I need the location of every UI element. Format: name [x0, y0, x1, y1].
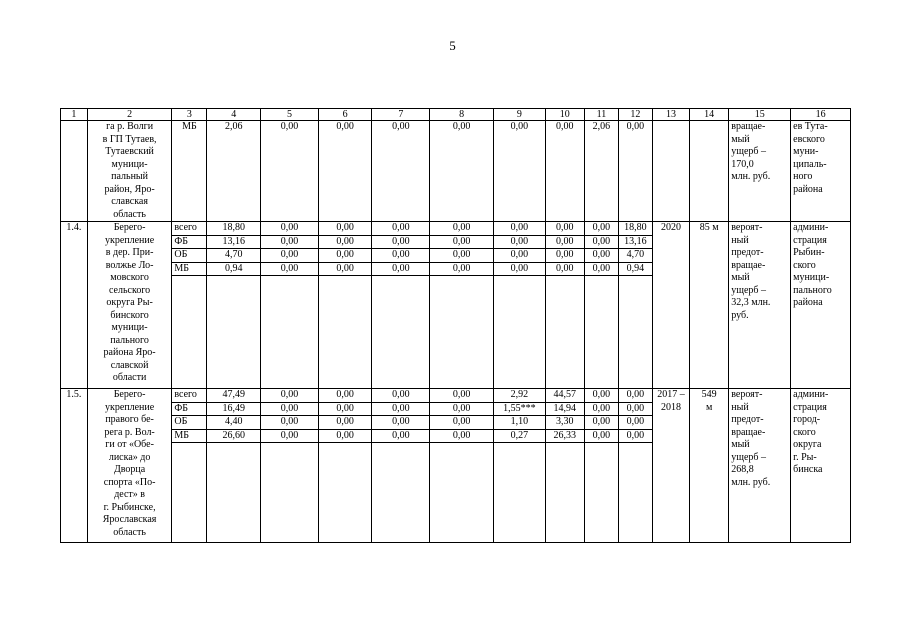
amount-cell: 0,00 [318, 389, 372, 403]
empty-cell [430, 443, 494, 543]
amount-cell: 0,00 [261, 262, 319, 276]
amount-cell: 0,27 [494, 429, 546, 443]
year-cell: 2020 [652, 222, 689, 389]
amount-cell: 0,00 [318, 416, 372, 430]
column-number-header: 15 [729, 109, 791, 121]
amount-cell: 0,00 [372, 416, 430, 430]
amount-cell: 0,00 [618, 416, 652, 430]
table-row [61, 121, 851, 222]
funding-source-cell: всего [172, 222, 207, 236]
amount-cell: 3,30 [545, 416, 584, 430]
amount-cell: 0,00 [584, 389, 618, 403]
table-row [61, 389, 851, 403]
amount-cell: 0,00 [618, 402, 652, 416]
length-cell: 85 м [690, 222, 729, 389]
amount-cell: 4,70 [207, 249, 261, 263]
amount-cell: 0,00 [261, 416, 319, 430]
amount-cell: 44,57 [545, 389, 584, 403]
amount-cell: 0,00 [494, 235, 546, 249]
executor-cell: админи- страция Рыбин- ского муници- пального района [791, 222, 851, 389]
amount-cell: 0,00 [372, 235, 430, 249]
amount-cell: 0,00 [430, 235, 494, 249]
amount-cell: 0,00 [618, 389, 652, 403]
amount-cell: 0,94 [618, 262, 652, 276]
amount-cell: 0,00 [494, 121, 546, 222]
amount-cell: 0,00 [494, 262, 546, 276]
amount-cell: 0,00 [584, 222, 618, 236]
empty-cell [261, 443, 319, 543]
empty-cell [372, 276, 430, 389]
empty-cell [618, 443, 652, 543]
amount-cell: 0,00 [430, 416, 494, 430]
item-number-cell: 1.4. [61, 222, 88, 389]
amount-cell: 0,00 [261, 121, 319, 222]
amount-cell: 0,00 [494, 222, 546, 236]
amount-cell: 0,00 [318, 121, 372, 222]
amount-cell: 0,00 [545, 262, 584, 276]
funding-source-cell: ОБ [172, 249, 207, 263]
executor-cell: ев Тута- евского муни- ципаль- ного района [791, 121, 851, 222]
amount-cell: 18,80 [207, 222, 261, 236]
table-header-row [61, 109, 851, 121]
empty-cell [207, 276, 261, 389]
column-number-header: 13 [652, 109, 689, 121]
length-cell: 549 м [690, 389, 729, 543]
amount-cell: 0,00 [584, 429, 618, 443]
funding-source-cell: МБ [172, 262, 207, 276]
amount-cell: 0,00 [430, 262, 494, 276]
amount-cell: 0,00 [261, 222, 319, 236]
amount-cell: 0,00 [545, 121, 584, 222]
column-number-header: 9 [494, 109, 546, 121]
amount-cell: 0,00 [584, 262, 618, 276]
amount-cell: 0,00 [430, 222, 494, 236]
amount-cell: 0,00 [261, 389, 319, 403]
amount-cell: 0,00 [545, 235, 584, 249]
empty-cell [207, 443, 261, 543]
length-cell [690, 121, 729, 222]
empty-cell [372, 443, 430, 543]
amount-cell: 18,80 [618, 222, 652, 236]
amount-cell: 0,00 [318, 235, 372, 249]
column-number-header: 8 [430, 109, 494, 121]
amount-cell: 0,00 [261, 235, 319, 249]
amount-cell: 47,49 [207, 389, 261, 403]
amount-cell: 0,00 [430, 249, 494, 263]
amount-cell: 0,00 [430, 121, 494, 222]
amount-cell: 0,00 [372, 249, 430, 263]
amount-cell: 0,00 [261, 429, 319, 443]
amount-cell: 0,00 [261, 249, 319, 263]
funding-source-cell: ФБ [172, 402, 207, 416]
financing-table [60, 108, 851, 543]
empty-cell [430, 276, 494, 389]
amount-cell: 0,00 [584, 235, 618, 249]
amount-cell: 0,00 [318, 249, 372, 263]
column-number-header: 11 [584, 109, 618, 121]
amount-cell: 1,10 [494, 416, 546, 430]
column-number-header: 12 [618, 109, 652, 121]
item-name-cell: га р. Волги в ГП Тутаев, Тутаевский муници- пальный район, Яро- славская область [87, 121, 172, 222]
amount-cell: 1,55*** [494, 402, 546, 416]
prevented-damage-cell: вращае- мый ущерб – 170,0 млн. руб. [729, 121, 791, 222]
column-number-header: 6 [318, 109, 372, 121]
amount-cell: 0,00 [261, 402, 319, 416]
funding-source-cell: МБ [172, 121, 207, 222]
empty-cell [545, 443, 584, 543]
item-name-cell: Берего- укрепление в дер. При- волжье Ло- мовского сельского округа Ры- бинского муници- пального района Яро- славской области [87, 222, 172, 389]
amount-cell: 0,00 [318, 429, 372, 443]
amount-cell: 13,16 [207, 235, 261, 249]
funding-source-cell: ОБ [172, 416, 207, 430]
empty-cell [584, 443, 618, 543]
amount-cell: 0,00 [584, 402, 618, 416]
amount-cell: 0,00 [318, 402, 372, 416]
empty-cell [172, 276, 207, 389]
prevented-damage-cell: вероят- ный предот- вращае- мый ущерб – 32,3 млн. руб. [729, 222, 791, 389]
amount-cell: 0,00 [372, 389, 430, 403]
empty-cell [494, 276, 546, 389]
prevented-damage-cell: вероят- ный предот- вращае- мый ущерб – 268,8 млн. руб. [729, 389, 791, 543]
column-number-header: 14 [690, 109, 729, 121]
item-number-cell: 1.5. [61, 389, 88, 543]
funding-source-cell: ФБ [172, 235, 207, 249]
column-number-header: 4 [207, 109, 261, 121]
amount-cell: 0,00 [318, 262, 372, 276]
empty-cell [494, 443, 546, 543]
column-number-header: 1 [61, 109, 88, 121]
empty-cell [545, 276, 584, 389]
table-row [61, 222, 851, 236]
column-number-header: 5 [261, 109, 319, 121]
column-number-header: 10 [545, 109, 584, 121]
column-number-header: 3 [172, 109, 207, 121]
amount-cell: 0,00 [545, 222, 584, 236]
amount-cell: 26,33 [545, 429, 584, 443]
empty-cell [318, 276, 372, 389]
amount-cell: 4,70 [618, 249, 652, 263]
amount-cell: 0,00 [545, 249, 584, 263]
empty-cell [172, 443, 207, 543]
executor-cell: админи- страция город- ского округа г. Ры- бинска [791, 389, 851, 543]
amount-cell: 26,60 [207, 429, 261, 443]
amount-cell: 0,00 [618, 429, 652, 443]
page-number: 5 [449, 38, 456, 53]
item-number-cell [61, 121, 88, 222]
column-number-header: 16 [791, 109, 851, 121]
amount-cell: 14,94 [545, 402, 584, 416]
amount-cell: 0,94 [207, 262, 261, 276]
amount-cell: 0,00 [430, 389, 494, 403]
amount-cell: 0,00 [372, 121, 430, 222]
amount-cell: 13,16 [618, 235, 652, 249]
amount-cell: 0,00 [372, 262, 430, 276]
amount-cell: 0,00 [372, 402, 430, 416]
empty-cell [261, 276, 319, 389]
amount-cell: 0,00 [318, 222, 372, 236]
amount-cell: 0,00 [494, 249, 546, 263]
amount-cell: 2,06 [207, 121, 261, 222]
amount-cell: 0,00 [430, 429, 494, 443]
column-number-header: 7 [372, 109, 430, 121]
column-number-header: 2 [87, 109, 172, 121]
funding-source-cell: всего [172, 389, 207, 403]
amount-cell: 2,06 [584, 121, 618, 222]
empty-cell [584, 276, 618, 389]
empty-cell [318, 443, 372, 543]
amount-cell: 0,00 [372, 222, 430, 236]
year-cell [652, 121, 689, 222]
amount-cell: 0,00 [584, 416, 618, 430]
funding-source-cell: МБ [172, 429, 207, 443]
year-cell: 2017 – 2018 [652, 389, 689, 543]
amount-cell: 2,92 [494, 389, 546, 403]
amount-cell: 16,49 [207, 402, 261, 416]
amount-cell: 0,00 [430, 402, 494, 416]
amount-cell: 0,00 [618, 121, 652, 222]
item-name-cell: Берего- укрепление правого бе- рега р. Вол- ги от «Обе- лиска» до Дворца спорта «По- дест» в г. Рыбинске, Ярославская область [87, 389, 172, 543]
amount-cell: 4,40 [207, 416, 261, 430]
amount-cell: 0,00 [372, 429, 430, 443]
empty-cell [618, 276, 652, 389]
amount-cell: 0,00 [584, 249, 618, 263]
